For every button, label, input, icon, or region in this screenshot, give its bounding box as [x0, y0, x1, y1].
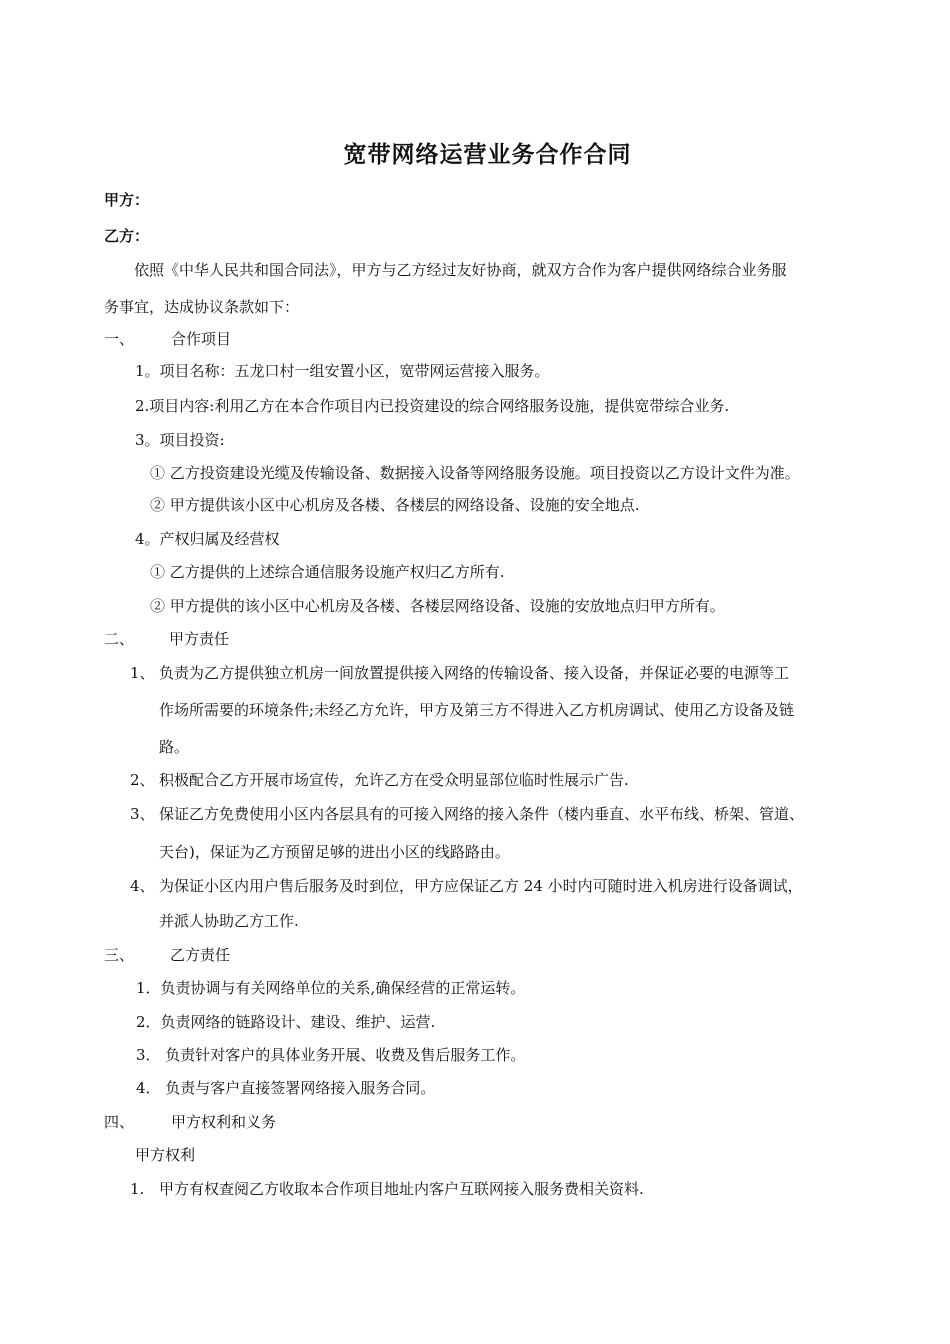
- section-2-item-4-line-2: 并派人协助乙方工作.: [159, 912, 299, 930]
- section-4-title: 甲方权利和义务: [171, 1113, 277, 1131]
- section-3-title: 乙方责任: [170, 946, 231, 964]
- section-4-item-1: 甲方有权查阅乙方收取本合作项目地址内客户互联网接入服务费相关资料.: [159, 1180, 644, 1198]
- section-2-title: 甲方责任: [169, 630, 230, 648]
- section-1-item-4: 4。产权归属及经营权: [135, 530, 280, 548]
- section-4-number: 四、: [104, 1113, 135, 1131]
- section-2-item-2: 积极配合乙方开展市场宣传，允许乙方在受众明显部位临时性展示广告.: [159, 771, 629, 789]
- section-2-item-4-line-1: 为保证小区内用户售后服务及时到位，甲方应保证乙方 24 小时内可随时进入机房进行设备调试，: [159, 877, 803, 895]
- section-2-item-1-line-2: 作场所需要的环境条件;未经乙方允许，甲方及第三方不得进入乙方机房调试、使用乙方设备及链: [159, 701, 795, 719]
- section-1-item-3-sub-a: ① 乙方投资建设光缆及传输设备、数据接入设备等网络服务设施。项目投资以乙方设计文件为准。: [150, 464, 800, 482]
- document-title: 宽带网络运营业务合作合同: [343, 142, 632, 168]
- section-1-item-4-sub-a: ① 乙方提供的上述综合通信服务设施产权归乙方所有.: [150, 563, 505, 581]
- preamble-line-2: 务事宜，达成协议条款如下：: [104, 298, 300, 316]
- section-1-item-2: 2.项目内容:利用乙方在本合作项目内已投资建设的综合网络服务设施，提供宽带综合业务.: [135, 397, 730, 415]
- party-a-label: 甲方：: [104, 191, 150, 209]
- section-2-item-3-number: 3、: [130, 805, 155, 823]
- section-4-subheading: 甲方权利: [135, 1146, 196, 1164]
- section-1-item-4-sub-b: ② 甲方提供的该小区中心机房及各楼、各楼层网络设备、设施的安放地点归甲方所有。: [150, 597, 725, 615]
- section-2-item-1-line-3: 路。: [159, 738, 190, 756]
- section-2-item-3-line-2: 天台)，保证为乙方预留足够的进出小区的线路路由。: [159, 843, 510, 861]
- section-3-item-1: 1．负责协调与有关网络单位的关系,确保经营的正常运转。: [136, 979, 526, 997]
- section-3-item-4: 4． 负责与客户直接签署网络接入服务合同。: [136, 1079, 436, 1097]
- section-3-number: 三、: [104, 946, 135, 964]
- section-3-item-3: 3． 负责针对客户的具体业务开展、收费及售后服务工作。: [136, 1046, 526, 1064]
- section-1-item-3: 3。项目投资:: [135, 431, 225, 449]
- section-1-number: 一、: [104, 330, 135, 348]
- section-2-item-2-number: 2、: [130, 771, 155, 789]
- section-1-item-1: 1。项目名称：五龙口村一组安置小区，宽带网运营接入服务。: [135, 362, 550, 380]
- section-2-item-3-line-1: 保证乙方免费使用小区内各层具有的可接入网络的接入条件（楼内垂直、水平布线、桥架、管道、: [159, 805, 805, 823]
- section-2-item-1-number: 1、: [130, 664, 155, 682]
- section-1-title: 合作项目: [171, 330, 232, 348]
- section-1-item-3-sub-b: ② 甲方提供该小区中心机房及各楼、各楼层的网络设备、设施的安全地点.: [150, 496, 640, 514]
- section-4-item-1-number: 1.: [130, 1180, 145, 1198]
- section-2-number: 二、: [104, 630, 135, 648]
- party-b-label: 乙方：: [104, 227, 150, 245]
- section-2-item-4-number: 4、: [130, 877, 155, 895]
- section-3-item-2: 2．负责网络的链路设计、建设、维护、运营.: [136, 1013, 436, 1031]
- section-2-item-1-line-1: 负责为乙方提供独立机房一间放置提供接入网络的传输设备、接入设备，并保证必要的电源等工: [159, 664, 790, 682]
- preamble-line-1: 依照《中华人民共和国合同法》，甲方与乙方经过友好协商，就双方合作为客户提供网络综合业务服: [134, 261, 787, 279]
